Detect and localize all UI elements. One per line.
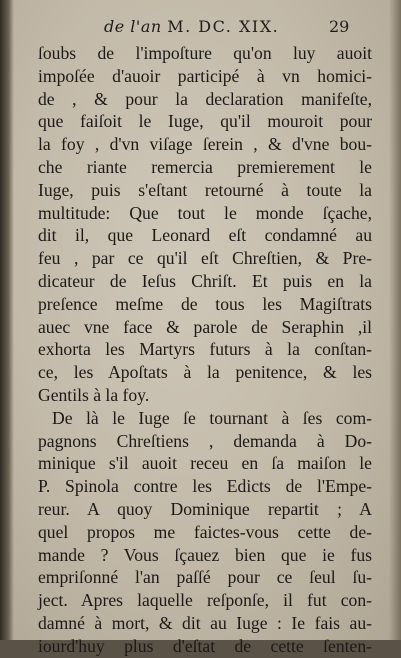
paragraph-start-line: De là le Iuge ſe tournant à ſes com- — [52, 407, 372, 428]
text-line: pagnons Chreſtiens , demanda à Do- — [38, 430, 372, 451]
text-line: Iuge, puis s'eſtant retourné à toute la — [38, 179, 372, 200]
page-header — [0, 17, 401, 41]
text-line: iourd'huy plus d'eſtat de cette ſenten- — [38, 635, 372, 656]
text-line: que faiſoit le Iuge, qu'il mouroit pour — [38, 111, 372, 132]
text-line: la foy , d'vn viſage ſerein , & d'vne bou- — [38, 134, 372, 155]
text-line: ſoubs de l'impoſture qu'on luy auoit — [38, 43, 372, 63]
text-line: minique s'il auoit receu en ſa maiſon le — [38, 453, 372, 474]
text-line: P. Spinola contre les Edicts de l'Empe- — [38, 476, 372, 497]
text-line: de , & pour la declaration manifeſte, — [38, 88, 372, 109]
text-line: empriſonné l'an paſſé pour ce ſeul ſu- — [38, 567, 372, 588]
running-head-text: de l'an — [104, 17, 162, 36]
page-edge-shadow — [389, 0, 401, 640]
text-line: reur. A quoy Dominique repartit ; A — [38, 498, 372, 519]
text-line: ject. Apres laquelle reſponſe, il fut con- — [38, 590, 372, 611]
page-number: 29 — [329, 17, 350, 36]
text-line: quel propos me faictes-vous cette de- — [38, 521, 372, 542]
text-line: auec vne face & parole de Seraphin ,il — [38, 316, 372, 337]
text-line: impoſée d'auoir participé à vn homici- — [38, 65, 372, 86]
body-text — [38, 42, 372, 658]
text-line: che riante remercia premierement le — [38, 156, 372, 177]
text-line: exhorta les Martyrs futurs à la conſtan- — [38, 339, 372, 360]
text-line: damné à mort, & dit au Iuge : Ie fais au- — [38, 612, 372, 633]
text-line: ce, les Apoſtats à la penitence, & les — [38, 362, 372, 383]
text-line: dit il, que Leonard eſt condamné au — [38, 225, 372, 246]
text-line: feu , par ce qu'il eſt Chreſtien, & Pre- — [38, 248, 372, 269]
page-gutter-shadow — [0, 0, 14, 640]
text-line: dicateur de Ieſus Chriſt. Et puis en la — [38, 270, 372, 291]
text-line: multitude: Que tout le monde ſçache, — [38, 202, 372, 223]
text-line: Gentils à la foy. — [38, 384, 150, 405]
text-line: mande ? Vous ſçauez bien que ie fus — [38, 544, 372, 565]
text-line: preſence meſme de tous les Magiſtrats — [38, 293, 372, 314]
running-head-year: M. DC. XIX. — [167, 17, 280, 36]
running-head — [104, 17, 279, 36]
